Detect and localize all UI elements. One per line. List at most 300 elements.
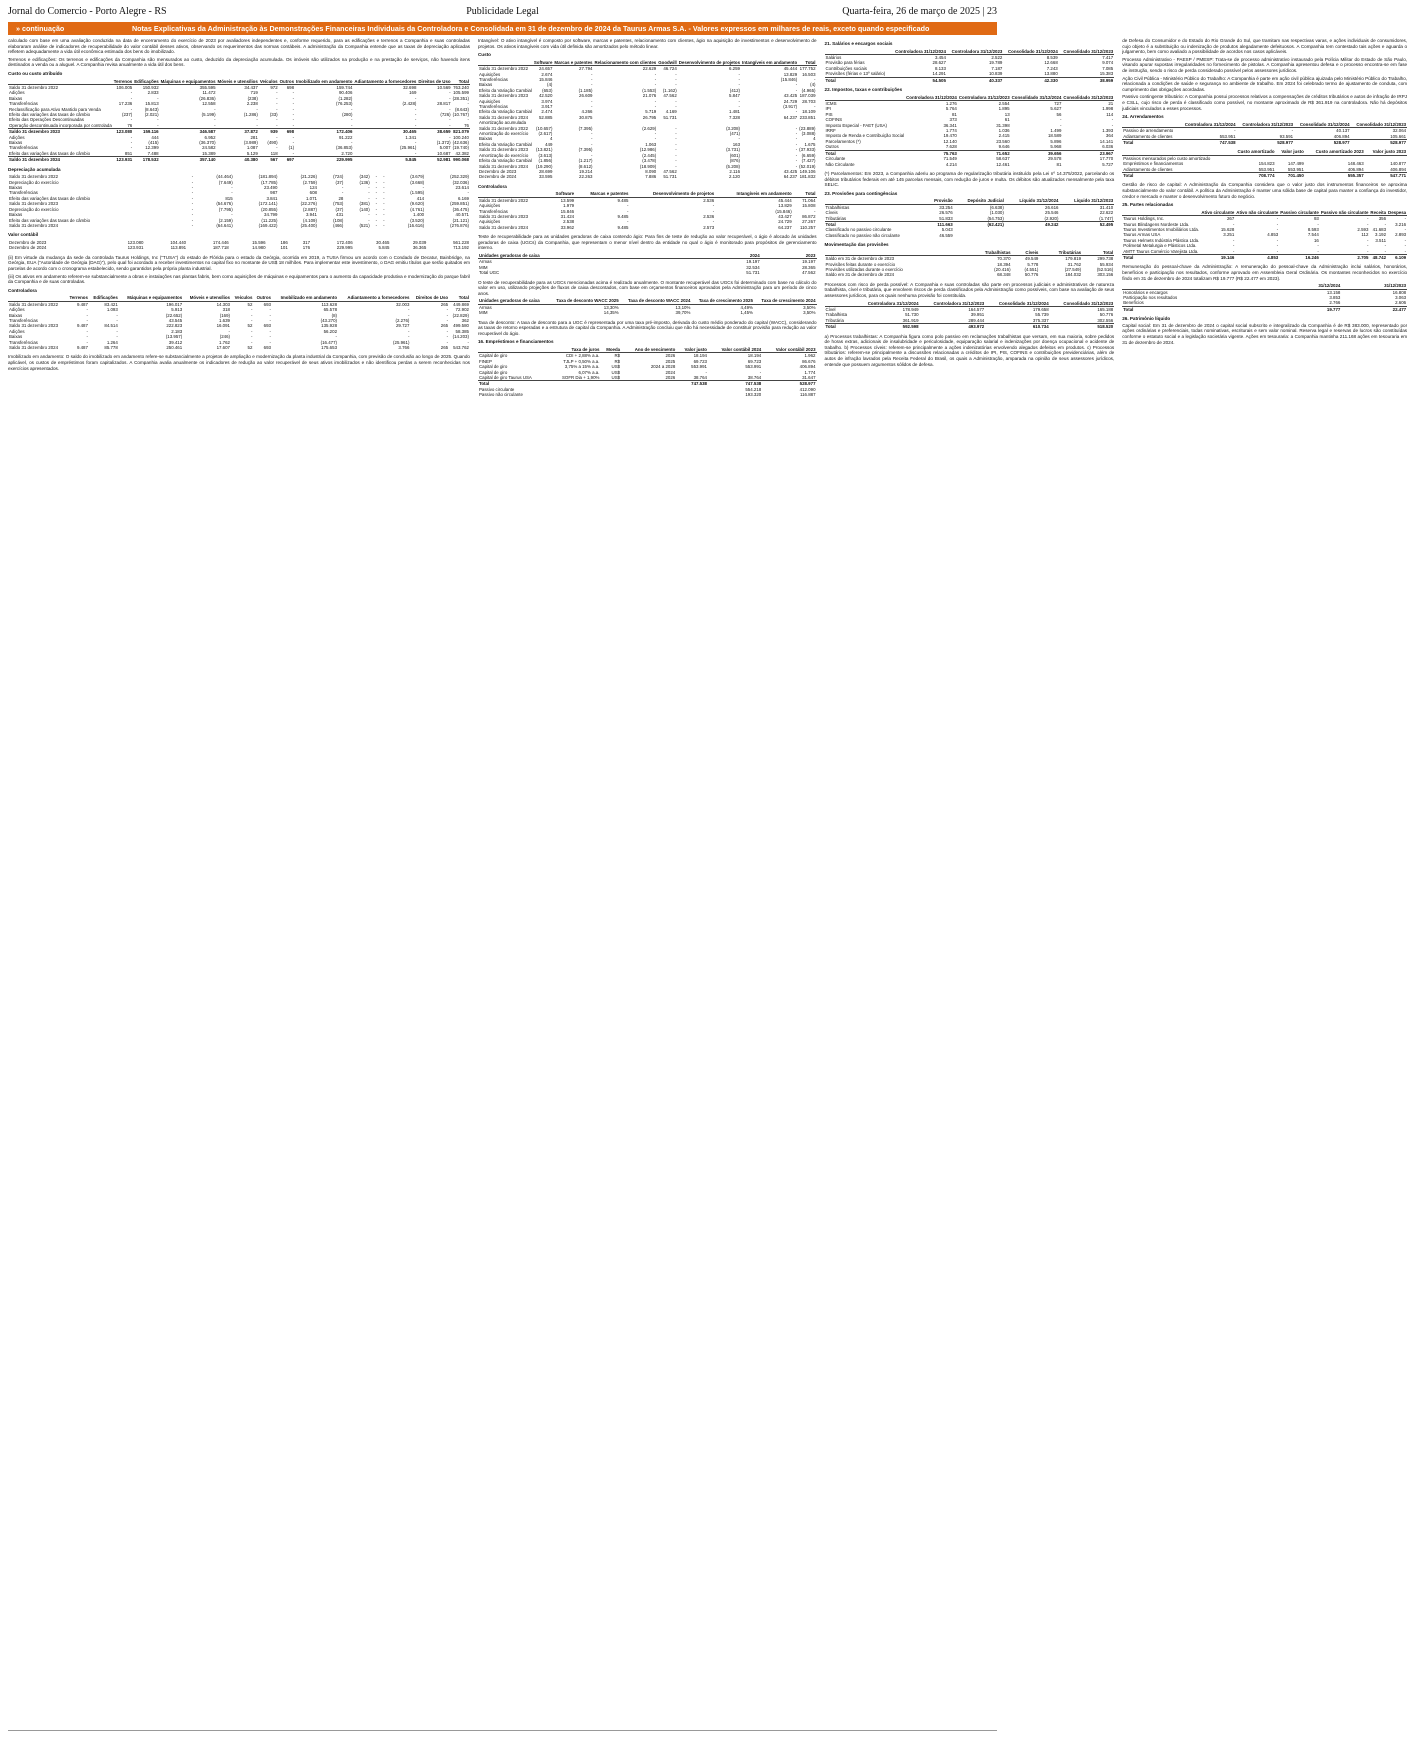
- table-cell: (3.668): [410, 179, 425, 185]
- table-cell: 543.762: [453, 344, 469, 350]
- table-cell: 71.064: [802, 197, 816, 203]
- table-cell: -: [814, 77, 816, 82]
- table-cell: 747.538: [1179, 139, 1237, 145]
- table-cell: Imobilizado em andamento: [296, 78, 353, 84]
- table-cell: 5.719: [645, 109, 657, 115]
- table-cell: 14.980: [252, 245, 266, 251]
- row-label: Trabalhistas: [825, 204, 850, 210]
- table-cell: -: [214, 122, 216, 128]
- table-total: [1122, 255, 1407, 261]
- table-cell: 55.934: [1099, 261, 1114, 267]
- table-cell: -: [130, 134, 133, 140]
- table-cell: Consolidado 31/12/2023: [1351, 122, 1407, 128]
- table-cell: 17.607: [216, 344, 230, 350]
- table-cell: 2.720: [341, 150, 353, 156]
- table-body: [1122, 155, 1407, 172]
- row-label: Saldo 31 dezembro 2023: [9, 323, 59, 329]
- table-cell: -: [269, 307, 271, 313]
- table-cell: 373: [949, 117, 957, 123]
- table-cell: 39.412: [168, 339, 183, 345]
- leases-table: [1122, 122, 1407, 146]
- table-cell: 22.263: [579, 174, 593, 180]
- table-cell: (2.021): [144, 112, 159, 117]
- table-cell: 364: [1105, 133, 1114, 139]
- row-label: IPI: [825, 106, 831, 112]
- table-cell: Taxa de crescimento 2025: [691, 298, 754, 304]
- table-cell: 174.446: [212, 239, 229, 245]
- table-cell: (280): [342, 112, 353, 117]
- table-cell: 5.968: [1050, 144, 1062, 150]
- row-label: Classificado no passivo não circulante: [825, 232, 900, 238]
- row-label: Efeito das Operações Descontinuadas: [9, 117, 84, 123]
- paragraph: Terrenos e edificações: Os terrenos e edificações da Companhia são mensurados ao custo, deduzido da depreciação acumulada. Os imóveis são utilizados na produção e na prestação de serviços, não havendo itens destinados a venda ou a aluguel. A Companhia revisa anualmente a vida útil dos bens.: [8, 56, 470, 68]
- table-cell: (140): [359, 206, 370, 212]
- masthead: [8, 6, 997, 20]
- table-cell: -: [407, 312, 410, 318]
- table-cell: 56: [1056, 111, 1062, 117]
- table-cell: 48.742: [1369, 255, 1387, 261]
- paragraph: Gestão de risco de capital: A Administração da Companhia considera que o valor justo dos instrumentos financeiros se aproxima substancialmente do valor contábil. A política da Administração é manter uma sólida base de capital para manter a confiança do investidor, credor e mercado e manter o desenvolvimento futuro do negócio.: [1122, 182, 1407, 199]
- table-cell: -: [675, 141, 677, 147]
- row-label: Saldo 31 dezembro 2022: [9, 84, 59, 90]
- row-label: Efeito das variações das taxas de câmbio: [9, 112, 91, 117]
- table-cell: -: [1232, 248, 1235, 254]
- table-cell: 34.437: [244, 84, 258, 90]
- row-label: Saldo 31 dezembro 2022: [9, 174, 59, 180]
- parent-fixed-assets-table: [8, 295, 470, 350]
- table-cell: 1.093: [106, 307, 118, 313]
- table-cell: 12.140: [943, 138, 957, 144]
- table-cell: -: [130, 95, 133, 101]
- table-cell: 21: [1108, 101, 1114, 107]
- table-cell: -: [1276, 221, 1279, 227]
- table-cell: 233.851: [799, 114, 816, 120]
- table-body: [825, 101, 1115, 151]
- table-cell: -: [1366, 221, 1369, 227]
- table-cell: 267: [1226, 216, 1235, 222]
- table-cell: 3.063: [1395, 295, 1407, 300]
- table-cell: (25.961): [400, 145, 417, 151]
- table-body: [478, 197, 817, 230]
- row-label: Transferências: [478, 208, 508, 214]
- table-cell: -: [1404, 248, 1407, 254]
- table-row: [478, 310, 817, 315]
- table-cell: Máquinas e equipamentos: [160, 78, 216, 84]
- table-cell: 13,30%: [603, 304, 619, 310]
- table-cell: 49.242: [1005, 221, 1060, 227]
- table-cell: (64.641): [216, 222, 233, 228]
- table-cell: 2.522: [991, 55, 1003, 60]
- table-cell: 713.192: [453, 245, 469, 251]
- table-cell: Controladora 31/12/2024: [891, 49, 947, 55]
- table-cell: -: [591, 141, 593, 147]
- table-cell: -: [350, 140, 353, 146]
- table-cell: 5.043: [941, 227, 953, 233]
- table-cell: 406.894: [1347, 166, 1364, 172]
- table-cell: -: [654, 77, 657, 82]
- table-cell: -: [414, 95, 417, 101]
- table-cell: -: [449, 106, 451, 112]
- table-cell: 150.932: [142, 84, 159, 90]
- table-cell: (44.464): [216, 174, 233, 180]
- table-cell: (4.965): [801, 87, 816, 93]
- table-cell: 43.425: [783, 93, 798, 99]
- table-cell: Veículos: [231, 295, 253, 301]
- table-cell: (22.829): [452, 312, 469, 318]
- table-cell: 2026: [665, 353, 676, 359]
- table-cell: 6.036: [1102, 144, 1114, 150]
- table-cell: 303.156: [1097, 272, 1114, 278]
- table-cell: -: [341, 190, 344, 196]
- table-cell: 5.627: [1050, 106, 1062, 112]
- row-label: AMTT Taurus Comércio Varejista Ltda.: [1123, 248, 1199, 254]
- table-cell: (4.109): [303, 217, 317, 223]
- row-label: Passivo não circulante: [478, 392, 523, 398]
- row-label: Capital de giro Taurus USA: [478, 374, 532, 380]
- row-label: Aquisições: [478, 203, 501, 209]
- table-cell: -: [449, 122, 451, 128]
- table-body: [1122, 128, 1407, 140]
- table-cell: -: [86, 312, 88, 318]
- table-cell: (5.208): [726, 163, 741, 169]
- table-cell: -: [250, 334, 253, 340]
- table-cell: 2.606: [1395, 300, 1407, 306]
- table-cell: 6.259: [729, 66, 741, 72]
- table-cell: 19.197: [802, 259, 816, 265]
- table-cell: -: [1404, 237, 1407, 243]
- salaries-table: [825, 49, 1115, 83]
- table-cell: 7.187: [991, 65, 1003, 71]
- table-cell: 105.661: [1390, 133, 1407, 139]
- table-cell: Passivo circulante: [1280, 209, 1319, 215]
- table-cell: (22.276): [300, 201, 317, 207]
- table-cell: 693: [263, 301, 271, 307]
- row-label: Imposto de Renda e Contribuição Social: [825, 133, 905, 139]
- table-cell: 4.853: [1235, 255, 1279, 261]
- table-cell: -: [795, 163, 798, 169]
- table-cell: (11.225): [261, 217, 278, 223]
- table-cell: Total: [449, 295, 470, 301]
- table-cell: -: [383, 206, 385, 212]
- table-cell: 187.718: [212, 245, 229, 251]
- table-cell: (12.986): [639, 147, 657, 153]
- table-row: [1122, 255, 1407, 261]
- table-cell: -: [256, 122, 258, 128]
- table-cell: 19.470: [943, 133, 957, 139]
- loans-table: [478, 347, 817, 398]
- row-label: Depreciação do exercício: [9, 179, 59, 185]
- table-cell: 23.967: [1062, 150, 1114, 156]
- table-cell: (76.253): [336, 101, 353, 107]
- table-cell: 52.885: [538, 114, 553, 120]
- table-cell: -: [1384, 248, 1387, 254]
- table-cell: -: [738, 136, 741, 142]
- table-cell: 32.698: [402, 84, 417, 90]
- table-cell: [549, 392, 600, 397]
- table-cell: Ativo circulante: [1201, 209, 1235, 215]
- table-cell: (276.876): [450, 222, 469, 228]
- table-cell: 1.276: [945, 101, 957, 107]
- table-cell: (1.372): [436, 140, 451, 146]
- section-heading: 24. Arrendamentos: [1122, 114, 1164, 120]
- table-cell: 23.490: [264, 185, 278, 191]
- table-cell: -: [675, 71, 677, 77]
- table-cell: 528.977: [1351, 139, 1407, 145]
- paragraph: Passivo contingente tributário: A Companhia possui processos relativos a compensações de créditos tributários e autos de infração de IRPJ e CSLL, cujo risco de perda é classificado como possível, no montante aproximado de R$ 361.919 na controladora. Não há depósitos judiciais vinculados a esses processos.: [1122, 94, 1407, 111]
- table-cell: -: [712, 219, 715, 225]
- table-cell: 42.382: [455, 150, 469, 156]
- row-label: Cível: [825, 306, 836, 312]
- table-cell: 15.596: [252, 239, 266, 245]
- table-cell: 1.774: [804, 369, 816, 375]
- table-cell: 14.141: [1099, 138, 1114, 144]
- table-cell: (21.121): [452, 217, 469, 223]
- table-cell: 124: [309, 185, 317, 191]
- table-cell: (37.933): [799, 147, 816, 153]
- table-cell: -: [467, 339, 469, 345]
- table-cell: 14.303: [216, 301, 230, 307]
- table-cell: 698: [286, 84, 295, 90]
- table-cell: 16.091: [216, 323, 230, 329]
- table-cell: -: [292, 122, 295, 128]
- table-cell: (27.549): [1064, 266, 1082, 272]
- table-cell: -: [157, 122, 159, 128]
- row-label: ICMS: [825, 101, 837, 107]
- table-cell: 34.799: [264, 212, 278, 218]
- table-cell: 33.962: [560, 224, 575, 230]
- row-label: Honorários e encargos: [1123, 289, 1168, 295]
- row-label: Efeito da Variação Cambial: [478, 141, 532, 147]
- table-cell: Software: [533, 59, 553, 65]
- table-cell: -: [814, 104, 816, 110]
- table-cell: (4): [547, 82, 553, 88]
- row-label: Tributária: [825, 317, 844, 323]
- table-cell: 302.556: [1097, 317, 1114, 323]
- table-cell: -: [130, 117, 133, 123]
- paragraph: (*) Parcelamentos: Em 2023, a Companhia aderiu ao programa de regularização tributária instituído pela Lei nº 14.375/2022, parcelando os débitos tributários federais em até 145 parcelas mensais, com redução de juros e multa. Os débitos são atualizados mensalmente pela taxa SELIC.: [824, 170, 1115, 188]
- table-cell: 449: [545, 141, 553, 147]
- table-cell: 7.488: [147, 150, 159, 156]
- table-cell: 49.549: [1024, 256, 1039, 262]
- table-cell: Relacionamento com clientes: [594, 59, 657, 65]
- table-cell: Outros: [279, 78, 295, 84]
- table-body: [8, 135, 470, 157]
- table-cell: -: [1232, 237, 1235, 243]
- table-cell: 28.365: [802, 264, 816, 270]
- date-and-page: Quarta-feira, 26 de março de 2025 | 23: [842, 6, 997, 17]
- table-cell: (4.551): [1024, 266, 1039, 272]
- table-cell: (753): [333, 201, 344, 207]
- table-cell: TJLP + 0,50% a.a.: [563, 358, 600, 364]
- row-label: Transferências: [9, 101, 38, 107]
- table-cell: -: [795, 82, 798, 88]
- table-cell: 851: [124, 150, 133, 156]
- table-cell: -: [591, 131, 593, 137]
- table-row: [478, 225, 817, 230]
- table-cell: 22.629: [642, 66, 657, 72]
- table-cell: 27.267: [802, 219, 816, 225]
- table-cell: -: [626, 203, 629, 209]
- table-cell: -: [1111, 117, 1114, 123]
- table-cell: (52.019): [799, 163, 816, 169]
- table-cell: (1.282): [338, 95, 353, 101]
- table-cell: 412.090: [799, 386, 816, 392]
- table-cell: Intangíveis em andamento: [715, 191, 792, 197]
- newspaper-name: Jornal do Comercio - Porto Alegre - RS: [8, 6, 167, 17]
- table-cell: 50.776: [1099, 312, 1114, 318]
- table-cell: [676, 392, 708, 397]
- table-cell: (3.613): [538, 152, 553, 158]
- row-label: Amortização do exercício: [478, 152, 529, 158]
- table-cell: -: [675, 77, 677, 82]
- table-cell: 36.341: [943, 122, 957, 128]
- table-cell: Custo amortizado 2023: [1305, 149, 1365, 155]
- table-cell: 299.738: [1097, 256, 1114, 262]
- table-cell: -: [269, 317, 271, 323]
- table-cell: -: [814, 208, 816, 214]
- table-cell: -: [795, 152, 798, 158]
- table-cell: 13,10%: [675, 304, 691, 310]
- table-cell: 18.394: [997, 261, 1011, 267]
- table-cell: Veículos: [259, 78, 278, 84]
- row-label: Dezembro de 2024: [478, 174, 517, 180]
- table-cell: 15.846: [538, 77, 553, 82]
- row-label: Dezembro de 2024: [9, 245, 47, 251]
- table-cell: 362: [461, 317, 469, 323]
- table-cell: 17.770: [1099, 156, 1114, 162]
- table-row: [1122, 172, 1407, 178]
- row-label: Total: [825, 150, 906, 156]
- table-cell: (9.620): [410, 201, 425, 207]
- table-cell: 406.894: [1390, 166, 1407, 172]
- row-label: Saldo 31 dezembro 2024: [8, 157, 113, 163]
- table-cell: -: [86, 334, 88, 340]
- table-cell: Adiantamento a fornecedores: [354, 78, 417, 84]
- table-cell: 9.485: [617, 224, 629, 230]
- table-cell: 9.487: [76, 301, 88, 307]
- table-cell: Taxa de crescimento 2024: [754, 298, 817, 304]
- table-cell: 356: [1378, 216, 1387, 222]
- table-cell: 6.109: [1387, 255, 1407, 261]
- table-cell: (1.185): [578, 87, 593, 93]
- table-cell: 25.546: [1045, 210, 1059, 216]
- table-cell: (2.276): [395, 317, 410, 323]
- table-cell: 493.972: [920, 324, 986, 330]
- table-cell: (36.853): [336, 145, 353, 151]
- table-cell: (33): [269, 112, 278, 117]
- table-cell: -: [130, 145, 133, 151]
- table-cell: 86.872: [802, 213, 816, 219]
- row-label: Polimetal Metalurgia e Plásticos Ltda.: [1123, 243, 1197, 249]
- table-cell: -: [375, 195, 378, 201]
- table-cell: 346.587: [160, 129, 217, 135]
- table-cell: (238): [247, 95, 258, 101]
- table-cell: -: [292, 140, 295, 146]
- table-cell: -: [292, 95, 295, 101]
- table-cell: 22.477: [1341, 306, 1407, 312]
- table-cell: 86.676: [802, 358, 816, 364]
- row-label: Provisões (férias e 13º salário): [825, 71, 886, 77]
- table-cell: -: [446, 317, 449, 323]
- table-cell: 2.536: [703, 213, 715, 219]
- row-label: Dezembro de 2023: [9, 239, 47, 245]
- section-heading: 23. Provisões para contingências: [824, 190, 898, 196]
- row-label: Saldo 31 dezembro 2022: [478, 66, 529, 72]
- table-cell: -: [1291, 128, 1294, 134]
- paragraph: O teste de recuperabilidade para as UGCs mencionadas acima é realizado anualmente. O montante recuperável das UGCs foi determinado com base no cálculo do valor em uso, utilizando projeções de fluxos de caixa descontados, com base em orçamentos financeiros aprovados pela Administração para um período de cinco anos.: [477, 279, 817, 296]
- table-cell: 13.158: [1326, 289, 1341, 295]
- table-cell: -: [269, 339, 271, 345]
- table-cell: -: [1404, 216, 1407, 222]
- row-label: Efeito das variações das taxas de câmbio: [9, 217, 91, 223]
- table-cell: 71.549: [943, 156, 957, 162]
- row-label: Transferências: [478, 104, 508, 110]
- table-cell: -: [1404, 243, 1407, 249]
- table-cell: 159.116: [133, 129, 159, 135]
- continuation-tag: » continuação: [16, 24, 65, 33]
- table-cell: -: [383, 190, 385, 196]
- table-cell: 38.764: [693, 374, 707, 380]
- table-cell: R$: [614, 358, 621, 364]
- table-cell: Depósito Judicial: [954, 198, 1005, 204]
- table-cell: 123.931: [127, 245, 144, 251]
- table-cell: 821.079: [453, 129, 469, 135]
- table-cell: (54.753): [987, 215, 1004, 221]
- table-cell: -: [256, 117, 258, 123]
- table-title: Depreciação acumulada: [8, 166, 61, 172]
- table-cell: (7.427): [801, 158, 816, 164]
- table-cell: Passivo não circulante: [1320, 209, 1369, 215]
- table-cell: (37): [335, 206, 344, 212]
- table-cell: 561.228: [453, 239, 469, 245]
- table-cell: -: [1317, 243, 1319, 249]
- table-cell: -: [414, 117, 417, 123]
- table-cell: -: [591, 98, 593, 104]
- table-cell: Total: [452, 79, 470, 85]
- table-cell: 51.730: [905, 312, 919, 318]
- table-cell: -: [591, 71, 593, 77]
- table-cell: -: [1234, 128, 1236, 134]
- table-cell: Goodwill: [658, 59, 677, 65]
- table-cell: 229.995: [295, 157, 353, 163]
- table-cell: -: [407, 307, 410, 313]
- table-cell: 72.902: [455, 307, 469, 313]
- table-cell: (108): [333, 217, 344, 223]
- table-cell: 40.137: [1336, 128, 1350, 134]
- row-label: Circulante: [825, 156, 846, 162]
- table-cell: 163: [732, 141, 741, 147]
- table-cell: 19.214: [579, 168, 593, 174]
- table-cell: 38.764: [747, 374, 762, 380]
- row-label: Operação descontinuada incorporada por controlada: [9, 122, 112, 128]
- table-cell: (415): [148, 140, 159, 146]
- table-cell: 406.894: [799, 364, 816, 370]
- table-cell: 110.257: [799, 224, 816, 230]
- table-cell: 3.917: [541, 104, 553, 110]
- table-cell: 10.839: [988, 71, 1003, 77]
- table-cell: SOFR Dia + 1,90%: [561, 374, 600, 380]
- table-cell: 18.589: [1047, 133, 1062, 139]
- table-cell: Taxa de desconto WACC 2024: [620, 298, 692, 304]
- table-cell: 23.614: [455, 185, 469, 191]
- table-cell: -: [116, 328, 118, 334]
- row-label: IRRF: [825, 128, 836, 134]
- table-cell: 5.913: [171, 307, 183, 313]
- table-cell: 31.424: [560, 213, 575, 219]
- table-cell: 123.931: [113, 157, 133, 163]
- table-cell: 3,50%: [803, 310, 816, 316]
- row-label: Efeito da Variação Cambial: [478, 158, 532, 164]
